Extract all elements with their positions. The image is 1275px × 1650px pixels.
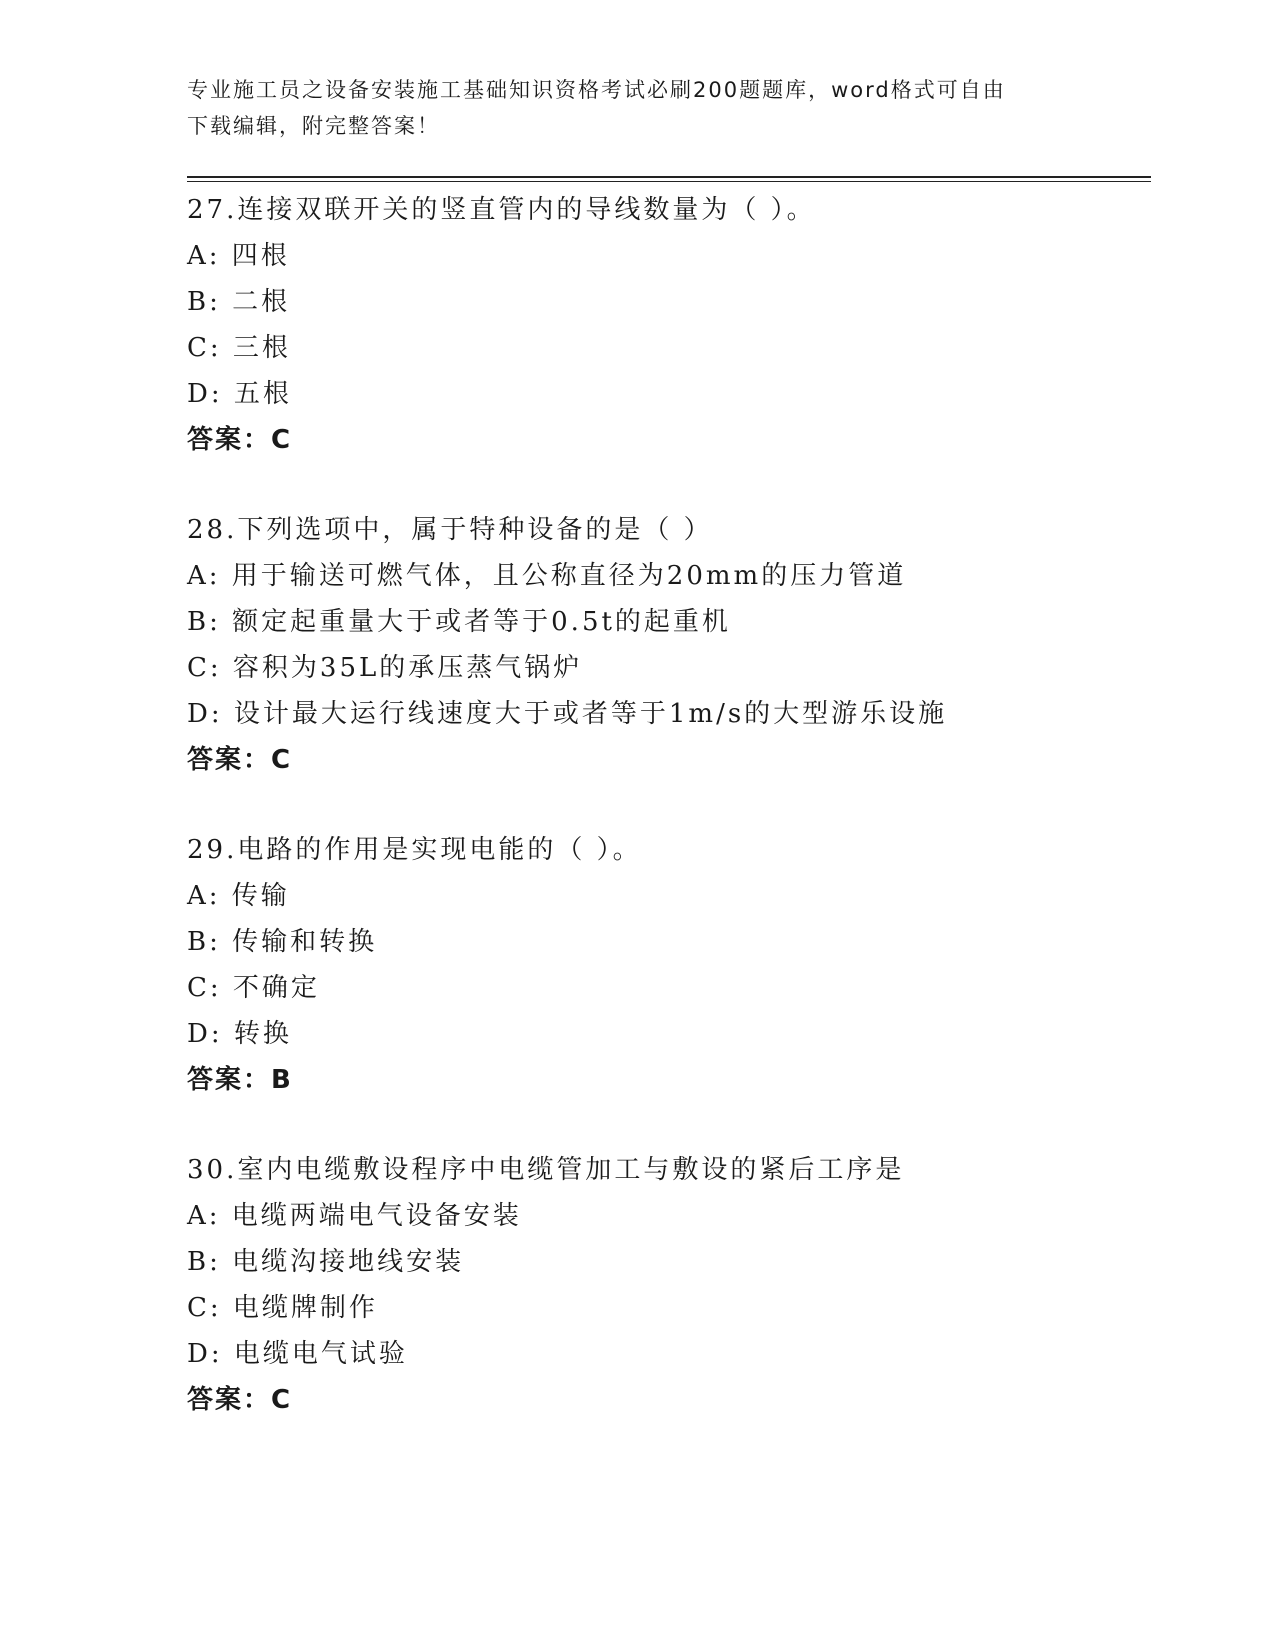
option-c: C: 三根: [187, 333, 291, 363]
header-line-1: 专业施工员之设备安装施工基础知识资格考试必刷200题题库，word格式可自由: [187, 78, 1006, 102]
answer: 答案：C: [187, 1385, 293, 1415]
question-28: [187, 507, 1147, 783]
answer: 答案：C: [187, 425, 293, 455]
option-d: D: 五根: [187, 379, 292, 409]
option-b: B: 传输和转换: [187, 927, 378, 957]
question-stem: 30.室内电缆敷设程序中电缆管加工与敷设的紧后工序是: [187, 1155, 905, 1185]
option-b: B: 二根: [187, 287, 291, 317]
header-divider: [187, 176, 1151, 182]
question-29: [187, 827, 1147, 1103]
option-a: A: 传输: [187, 881, 290, 911]
question-27: [187, 187, 1147, 463]
question-stem: 27.连接双联开关的竖直管内的导线数量为（ ）。: [187, 195, 816, 225]
option-c: C: 不确定: [187, 973, 320, 1003]
option-b: B: 额定起重量大于或者等于0.5t的起重机: [187, 607, 731, 637]
header-line-2: 下载编辑，附完整答案！: [187, 114, 440, 138]
option-a: A: 用于输送可燃气体，且公称直径为20mm的压力管道: [187, 561, 907, 591]
option-a: A: 四根: [187, 241, 290, 271]
option-c: C: 容积为35L的承压蒸气锅炉: [187, 653, 583, 683]
option-c: C: 电缆牌制作: [187, 1293, 378, 1323]
option-d: D: 设计最大运行线速度大于或者等于1m/s的大型游乐设施: [187, 699, 948, 729]
question-30: [187, 1147, 1147, 1423]
option-d: D: 电缆电气试验: [187, 1339, 408, 1369]
option-a: A: 电缆两端电气设备安装: [187, 1201, 522, 1231]
option-d: D: 转换: [187, 1019, 292, 1049]
answer: 答案：C: [187, 745, 293, 775]
question-stem: 28.下列选项中，属于特种设备的是（ ）: [187, 515, 713, 545]
question-stem: 29.电路的作用是实现电能的（ ）。: [187, 835, 642, 865]
answer: 答案：B: [187, 1065, 293, 1095]
option-b: B: 电缆沟接地线安装: [187, 1247, 465, 1277]
document-header: [187, 72, 1087, 144]
